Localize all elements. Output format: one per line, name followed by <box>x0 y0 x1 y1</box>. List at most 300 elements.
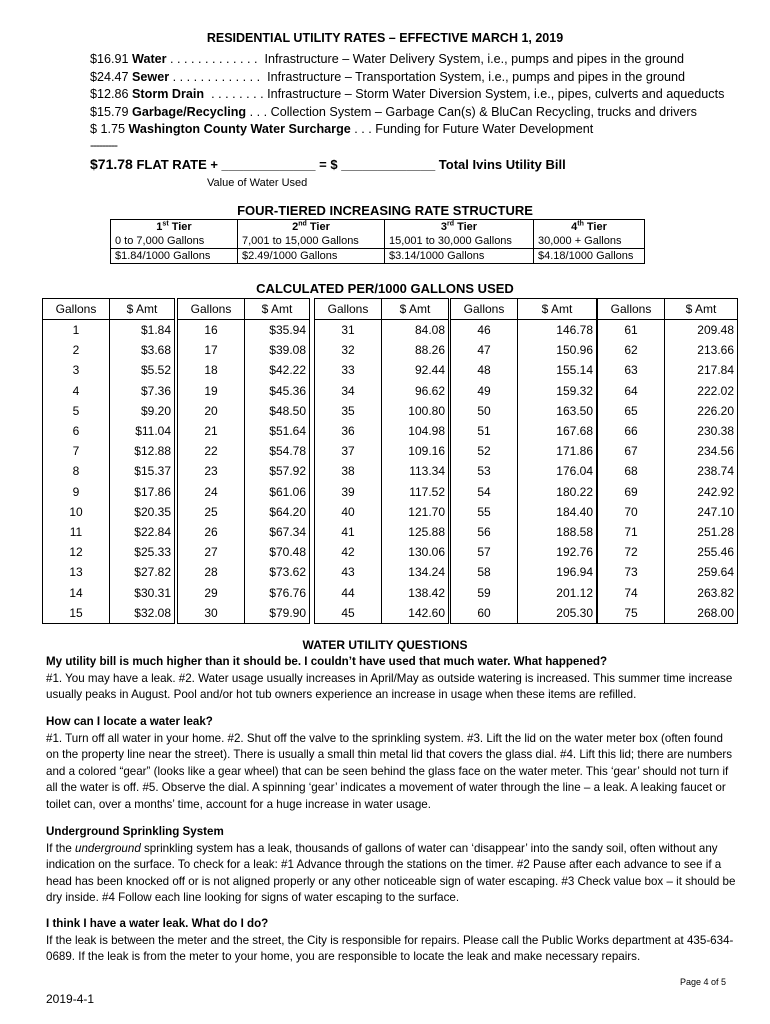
table-row <box>43 401 175 421</box>
gallons-cell: 6 <box>43 421 110 441</box>
amount-cell: 213.66 <box>665 340 738 360</box>
rate-description: Collection System – Garbage Can(s) & BluCan Recycling, trucks and drivers <box>270 104 697 119</box>
amount-cell: 125.88 <box>382 522 449 542</box>
amount-cell: $32.08 <box>110 603 175 624</box>
separator-dashes: --------- <box>90 138 117 152</box>
amount-cell: $51.64 <box>245 421 310 441</box>
amount-cell: $1.84 <box>110 320 175 341</box>
amount-cell: $17.86 <box>110 482 175 502</box>
amount-cell: 100.80 <box>382 401 449 421</box>
gallons-cell: 36 <box>315 421 382 441</box>
gallons-cell: 65 <box>598 401 665 421</box>
gallons-cell: 13 <box>43 562 110 582</box>
table-row <box>178 381 310 401</box>
tier-header: 1st Tier <box>111 220 238 235</box>
gallons-cell: 38 <box>315 461 382 481</box>
amount-cell: $20.35 <box>110 502 175 522</box>
amount-cell: $12.88 <box>110 441 175 461</box>
gallons-cell: 66 <box>598 421 665 441</box>
value-of-water-label: Value of Water Used <box>207 177 308 189</box>
gallons-cell: 42 <box>315 542 382 562</box>
table-row <box>598 360 738 380</box>
table-row <box>451 461 597 481</box>
table-row <box>451 320 597 341</box>
amount-cell: $73.62 <box>245 562 310 582</box>
table-row <box>178 603 310 624</box>
amount-cell: $30.31 <box>110 582 175 602</box>
rate-amount: $15.79 <box>90 104 129 119</box>
table-row <box>43 502 175 522</box>
table-row <box>451 542 597 562</box>
question-what-to-do <box>46 916 736 966</box>
amount-cell: 188.58 <box>518 522 597 542</box>
tier-section-title: FOUR-TIERED INCREASING RATE STRUCTURE <box>237 203 533 218</box>
amount-cell: 238.74 <box>665 461 738 481</box>
gallons-cell: 41 <box>315 522 382 542</box>
gallons-cell: 12 <box>43 542 110 562</box>
table-row <box>451 502 597 522</box>
gallons-cell: 17 <box>178 340 245 360</box>
table-row <box>178 421 310 441</box>
document-date: 2019-4-1 <box>46 992 95 1006</box>
amount-cell: 121.70 <box>382 502 449 522</box>
gallons-table-2 <box>177 298 310 624</box>
table-row <box>451 421 597 441</box>
amount-cell: 176.04 <box>518 461 597 481</box>
table-row <box>178 502 310 522</box>
table-row <box>451 603 597 624</box>
amount-cell: 201.12 <box>518 582 597 602</box>
table-row <box>315 340 449 360</box>
table-row <box>315 401 449 421</box>
tier-header: 2nd Tier <box>238 220 385 235</box>
table-row <box>315 522 449 542</box>
rate-line-surcharge <box>90 121 724 139</box>
gallons-cell: 27 <box>178 542 245 562</box>
column-header-gallons: Gallons <box>598 299 665 320</box>
table-row <box>598 320 738 341</box>
table-row <box>178 401 310 421</box>
rate-leader: . . . <box>350 122 376 137</box>
tier-range: 0 to 7,000 Gallons <box>111 234 238 249</box>
table-row <box>451 522 597 542</box>
table-row <box>43 542 175 562</box>
gallons-cell: 19 <box>178 381 245 401</box>
gallons-cell: 30 <box>178 603 245 624</box>
amount-cell: 263.82 <box>665 582 738 602</box>
gallons-cell: 28 <box>178 562 245 582</box>
question-heading: My utility bill is much higher than it should be. I couldn’t have used that much water. What happened? <box>46 655 608 668</box>
gallons-cell: 43 <box>315 562 382 582</box>
rate-amount: $ 1.75 <box>90 122 126 137</box>
tier-rate: $2.49/1000 Gallons <box>238 249 385 264</box>
table-row <box>315 461 449 481</box>
table-row <box>315 502 449 522</box>
amount-cell: $70.48 <box>245 542 310 562</box>
amount-cell: $5.52 <box>110 360 175 380</box>
amount-cell: $25.33 <box>110 542 175 562</box>
tier-table <box>110 219 645 264</box>
amount-cell: 217.84 <box>665 360 738 380</box>
column-header-amount: $ Amt <box>665 299 738 320</box>
gallons-cell: 75 <box>598 603 665 624</box>
table-row <box>598 522 738 542</box>
table-row <box>43 441 175 461</box>
table-row <box>315 360 449 380</box>
gallons-cell: 63 <box>598 360 665 380</box>
questions-title: WATER UTILITY QUESTIONS <box>302 638 468 652</box>
amount-cell: 159.32 <box>518 381 597 401</box>
table-row <box>178 340 310 360</box>
gallons-cell: 3 <box>43 360 110 380</box>
amount-cell: 138.42 <box>382 582 449 602</box>
amount-cell: 150.96 <box>518 340 597 360</box>
amount-cell: $3.68 <box>110 340 175 360</box>
question-answer: #1. Turn off all water in your home. #2. Shut off the valve to the sprinkling system. #3. Lift the lid on the water meter box (often found on the property line near the street). There is usually a small thin metal lid that covers the glass dial. #4. Lift this lid; there are numbers and a colored “gear” (looks like a gear wheel) that can be seen behind the glass face on the water meter. This ‘gear’ should not turn if all the water is off. #5. Observe the dial. A spinning ‘gear’ indicates a movement of water through the line – a leak. A leaking faucet or toilet can, over a months’ time, account for a huge increase in water usage. <box>46 731 733 811</box>
table-row <box>451 482 597 502</box>
amount-cell: 268.00 <box>665 603 738 624</box>
column-header-gallons: Gallons <box>451 299 518 320</box>
amount-cell: $76.76 <box>245 582 310 602</box>
amount-cell: 192.76 <box>518 542 597 562</box>
column-header-amount: $ Amt <box>382 299 449 320</box>
column-header-gallons: Gallons <box>43 299 110 320</box>
amount-cell: $35.94 <box>245 320 310 341</box>
amount-cell: $7.36 <box>110 381 175 401</box>
question-heading: How can I locate a water leak? <box>46 715 213 728</box>
gallons-cell: 61 <box>598 320 665 341</box>
amount-cell: 142.60 <box>382 603 449 624</box>
gallons-cell: 5 <box>43 401 110 421</box>
amount-cell: 234.56 <box>665 441 738 461</box>
gallons-cell: 70 <box>598 502 665 522</box>
table-row <box>451 441 597 461</box>
gallons-cell: 49 <box>451 381 518 401</box>
amount-cell: 109.16 <box>382 441 449 461</box>
gallons-cell: 67 <box>598 441 665 461</box>
table-row <box>598 340 738 360</box>
table-row <box>178 320 310 341</box>
rate-line-water <box>90 51 724 69</box>
table-row <box>43 360 175 380</box>
tier-rate: $4.18/1000 Gallons <box>534 249 645 264</box>
page-title: RESIDENTIAL UTILITY RATES – EFFECTIVE MARCH 1, 2019 <box>206 31 564 45</box>
table-row <box>598 542 738 562</box>
amount-cell: $48.50 <box>245 401 310 421</box>
gallons-table-3 <box>314 298 449 624</box>
table-row <box>315 482 449 502</box>
table-row <box>451 562 597 582</box>
gallons-cell: 8 <box>43 461 110 481</box>
amount-cell: 247.10 <box>665 502 738 522</box>
table-row <box>315 582 449 602</box>
gallons-cell: 33 <box>315 360 382 380</box>
table-row <box>598 482 738 502</box>
amount-cell: $45.36 <box>245 381 310 401</box>
tier-header: 4th Tier <box>534 220 645 235</box>
rate-leader: . . . . . . . . <box>204 87 268 102</box>
gallons-cell: 71 <box>598 522 665 542</box>
table-row <box>598 421 738 441</box>
amount-cell: 84.08 <box>382 320 449 341</box>
amount-cell: 92.44 <box>382 360 449 380</box>
rate-description: Infrastructure – Water Delivery System, i.e., pumps and pipes in the ground <box>264 52 685 66</box>
table-row <box>451 360 597 380</box>
amount-cell: 130.06 <box>382 542 449 562</box>
amount-cell: 184.40 <box>518 502 597 522</box>
gallons-cell: 60 <box>451 603 518 624</box>
question-locate-leak <box>46 714 736 813</box>
gallons-cell: 56 <box>451 522 518 542</box>
gallons-cell: 37 <box>315 441 382 461</box>
rate-amount: $12.86 <box>90 87 129 102</box>
amount-cell: $42.22 <box>245 360 310 380</box>
gallons-cell: 24 <box>178 482 245 502</box>
rate-name: Sewer <box>132 69 170 84</box>
rate-name: Water <box>132 52 167 66</box>
table-row <box>178 582 310 602</box>
table-row <box>315 421 449 441</box>
amount-cell: $61.06 <box>245 482 310 502</box>
gallons-cell: 11 <box>43 522 110 542</box>
gallons-cell: 1 <box>43 320 110 341</box>
tier-header: 3rd Tier <box>385 220 534 235</box>
flat-rate-amount: $71.78 <box>90 156 133 172</box>
gallons-cell: 55 <box>451 502 518 522</box>
amount-cell: $79.90 <box>245 603 310 624</box>
amount-cell: 222.02 <box>665 381 738 401</box>
rate-amount: $16.91 <box>90 52 129 66</box>
amount-cell: 163.50 <box>518 401 597 421</box>
amount-cell: $15.37 <box>110 461 175 481</box>
gallons-cell: 68 <box>598 461 665 481</box>
gallons-cell: 59 <box>451 582 518 602</box>
table-row <box>178 522 310 542</box>
gallons-cell: 46 <box>451 320 518 341</box>
amount-cell: 230.38 <box>665 421 738 441</box>
rate-amount: $24.47 <box>90 69 129 84</box>
table-row <box>43 381 175 401</box>
tier-range: 15,001 to 30,000 Gallons <box>385 234 534 249</box>
amount-cell: $27.82 <box>110 562 175 582</box>
table-row <box>451 401 597 421</box>
amount-cell: $11.04 <box>110 421 175 441</box>
table-row <box>178 360 310 380</box>
table-row <box>43 582 175 602</box>
question-heading: Underground Sprinkling System <box>46 825 224 838</box>
amount-cell: 171.86 <box>518 441 597 461</box>
amount-cell: 242.92 <box>665 482 738 502</box>
gallons-cell: 16 <box>178 320 245 341</box>
amount-cell: 113.34 <box>382 461 449 481</box>
amount-cell: 255.46 <box>665 542 738 562</box>
tier-range: 7,001 to 15,000 Gallons <box>238 234 385 249</box>
table-row <box>451 340 597 360</box>
amount-cell: $54.78 <box>245 441 310 461</box>
gallons-cell: 34 <box>315 381 382 401</box>
gallons-cell: 23 <box>178 461 245 481</box>
gallons-cell: 14 <box>43 582 110 602</box>
amount-cell: $39.08 <box>245 340 310 360</box>
rate-description: Funding for Future Water Development <box>375 122 594 137</box>
amount-cell: 205.30 <box>518 603 597 624</box>
gallons-cell: 31 <box>315 320 382 341</box>
gallons-table-1 <box>42 298 175 624</box>
table-row <box>315 603 449 624</box>
amount-cell: 209.48 <box>665 320 738 341</box>
table-row <box>178 562 310 582</box>
page-number: Page 4 of 5 <box>680 977 727 987</box>
gallons-cell: 51 <box>451 421 518 441</box>
gallons-cell: 29 <box>178 582 245 602</box>
table-row <box>598 502 738 522</box>
gallons-cell: 47 <box>451 340 518 360</box>
gallons-cell: 73 <box>598 562 665 582</box>
question-answer: #1. You may have a leak. #2. Water usage usually increases in April/May as outside watering is increased. This summer time increase usually peaks in August. Pool and/or hot tub owners experience an increase in usage when these items are refilled. <box>46 671 733 701</box>
gallons-cell: 48 <box>451 360 518 380</box>
gallons-cell: 50 <box>451 401 518 421</box>
gallons-cell: 64 <box>598 381 665 401</box>
rate-name: Garbage/Recycling <box>132 104 247 119</box>
table-row <box>178 461 310 481</box>
amount-cell: 251.28 <box>665 522 738 542</box>
amount-cell: $9.20 <box>110 401 175 421</box>
amount-cell: 226.20 <box>665 401 738 421</box>
gallons-cell: 26 <box>178 522 245 542</box>
gallons-cell: 54 <box>451 482 518 502</box>
question-bill-high <box>46 654 736 704</box>
gallons-cell: 44 <box>315 582 382 602</box>
flat-rate-line <box>90 156 566 172</box>
rate-line-storm-drain <box>90 86 724 104</box>
gallons-cell: 72 <box>598 542 665 562</box>
rate-description: Infrastructure – Transportation System, i.e., pumps and pipes in the ground <box>267 69 686 84</box>
question-sprinkling <box>46 824 736 907</box>
question-heading: I think I have a water leak. What do I do? <box>46 917 269 930</box>
table-row <box>315 320 449 341</box>
tier-rate: $3.14/1000 Gallons <box>385 249 534 264</box>
rate-description: Infrastructure – Storm Water Diversion System, i.e., pipes, culverts and aqueducts <box>267 87 725 102</box>
gallons-cell: 32 <box>315 340 382 360</box>
gallons-table-5 <box>597 298 738 624</box>
question-answer: If the leak is between the meter and the street, the City is responsible for repairs. Please call the Public Works department at 435-634-0689. If the leak is from the meter to your home, you are responsible to locate the leak and make necessary repairs. <box>46 933 734 963</box>
amount-cell: 155.14 <box>518 360 597 380</box>
table-row <box>43 482 175 502</box>
gallons-cell: 62 <box>598 340 665 360</box>
amount-cell: 146.78 <box>518 320 597 341</box>
table-row <box>598 441 738 461</box>
table-row <box>178 441 310 461</box>
table-row <box>598 401 738 421</box>
tier-rate: $1.84/1000 Gallons <box>111 249 238 264</box>
table-row <box>178 482 310 502</box>
column-header-amount: $ Amt <box>518 299 597 320</box>
column-header-amount: $ Amt <box>110 299 175 320</box>
amount-cell: 117.52 <box>382 482 449 502</box>
table-row <box>43 461 175 481</box>
table-row <box>598 603 738 624</box>
table-row <box>598 461 738 481</box>
gallons-cell: 21 <box>178 421 245 441</box>
gallons-cell: 7 <box>43 441 110 461</box>
gallons-cell: 57 <box>451 542 518 562</box>
amount-cell: $64.20 <box>245 502 310 522</box>
gallons-cell: 22 <box>178 441 245 461</box>
rates-list <box>90 51 724 139</box>
amount-cell: 259.64 <box>665 562 738 582</box>
column-header-gallons: Gallons <box>178 299 245 320</box>
gallons-cell: 53 <box>451 461 518 481</box>
amount-cell: 167.68 <box>518 421 597 441</box>
question-answer: If the underground sprinkling system has a leak, thousands of gallons of water can ‘disappear’ into the sandy soil, often without any indication on the surface. To check for a leak: #1 Advance through the stations on the timer. #2 Pause after each advance to see if a head has been knocked off or is not aligned properly or any other noticeable sign of water escaping. #3 Check value box – it should be dry inside. #4 Follow each line looking for signs of water escaping to the surface. <box>46 841 736 904</box>
gallons-cell: 39 <box>315 482 382 502</box>
column-header-amount: $ Amt <box>245 299 310 320</box>
amount-cell: 88.26 <box>382 340 449 360</box>
gallons-cell: 69 <box>598 482 665 502</box>
gallons-cell: 20 <box>178 401 245 421</box>
gallons-cell: 4 <box>43 381 110 401</box>
amount-cell: 180.22 <box>518 482 597 502</box>
rate-name: Storm Drain <box>132 87 205 102</box>
table-row <box>43 320 175 341</box>
table-row <box>43 603 175 624</box>
gallons-cell: 2 <box>43 340 110 360</box>
gallons-cell: 15 <box>43 603 110 624</box>
amount-cell: 104.98 <box>382 421 449 441</box>
gallons-cell: 52 <box>451 441 518 461</box>
table-row <box>451 582 597 602</box>
gallons-cell: 40 <box>315 502 382 522</box>
gallons-cell: 9 <box>43 482 110 502</box>
gallons-cell: 35 <box>315 401 382 421</box>
table-row <box>315 381 449 401</box>
gallons-table-4 <box>450 298 597 624</box>
rate-leader: . . . . . . . . . . . . . <box>169 69 268 84</box>
gallons-cell: 10 <box>43 502 110 522</box>
table-row <box>43 340 175 360</box>
amount-cell: $22.84 <box>110 522 175 542</box>
table-row <box>315 562 449 582</box>
amount-cell: $57.92 <box>245 461 310 481</box>
rate-leader: . . . . . . . . . . . . . <box>166 52 265 66</box>
table-row <box>178 542 310 562</box>
column-header-gallons: Gallons <box>315 299 382 320</box>
rate-name: Washington County Water Surcharge <box>128 122 351 137</box>
table-row <box>315 441 449 461</box>
gallons-cell: 25 <box>178 502 245 522</box>
rate-line-garbage <box>90 104 724 122</box>
amount-cell: 96.62 <box>382 381 449 401</box>
table-row <box>598 562 738 582</box>
gallons-cell: 58 <box>451 562 518 582</box>
table-row <box>43 562 175 582</box>
gallons-cell: 74 <box>598 582 665 602</box>
table-row <box>315 542 449 562</box>
flat-rate-label: FLAT RATE + _____________ = $ _____________ Total Ivins Utility Bill <box>136 157 566 172</box>
table-row <box>451 381 597 401</box>
table-row <box>598 381 738 401</box>
gallons-cell: 18 <box>178 360 245 380</box>
tier-range: 30,000 + Gallons <box>534 234 645 249</box>
rate-leader: . . . <box>246 104 271 119</box>
amount-cell: 196.94 <box>518 562 597 582</box>
calc-section-title: CALCULATED PER/1000 GALLONS USED <box>256 281 514 296</box>
table-row <box>43 522 175 542</box>
amount-cell: $67.34 <box>245 522 310 542</box>
amount-cell: 134.24 <box>382 562 449 582</box>
gallons-cell: 45 <box>315 603 382 624</box>
table-row <box>43 421 175 441</box>
